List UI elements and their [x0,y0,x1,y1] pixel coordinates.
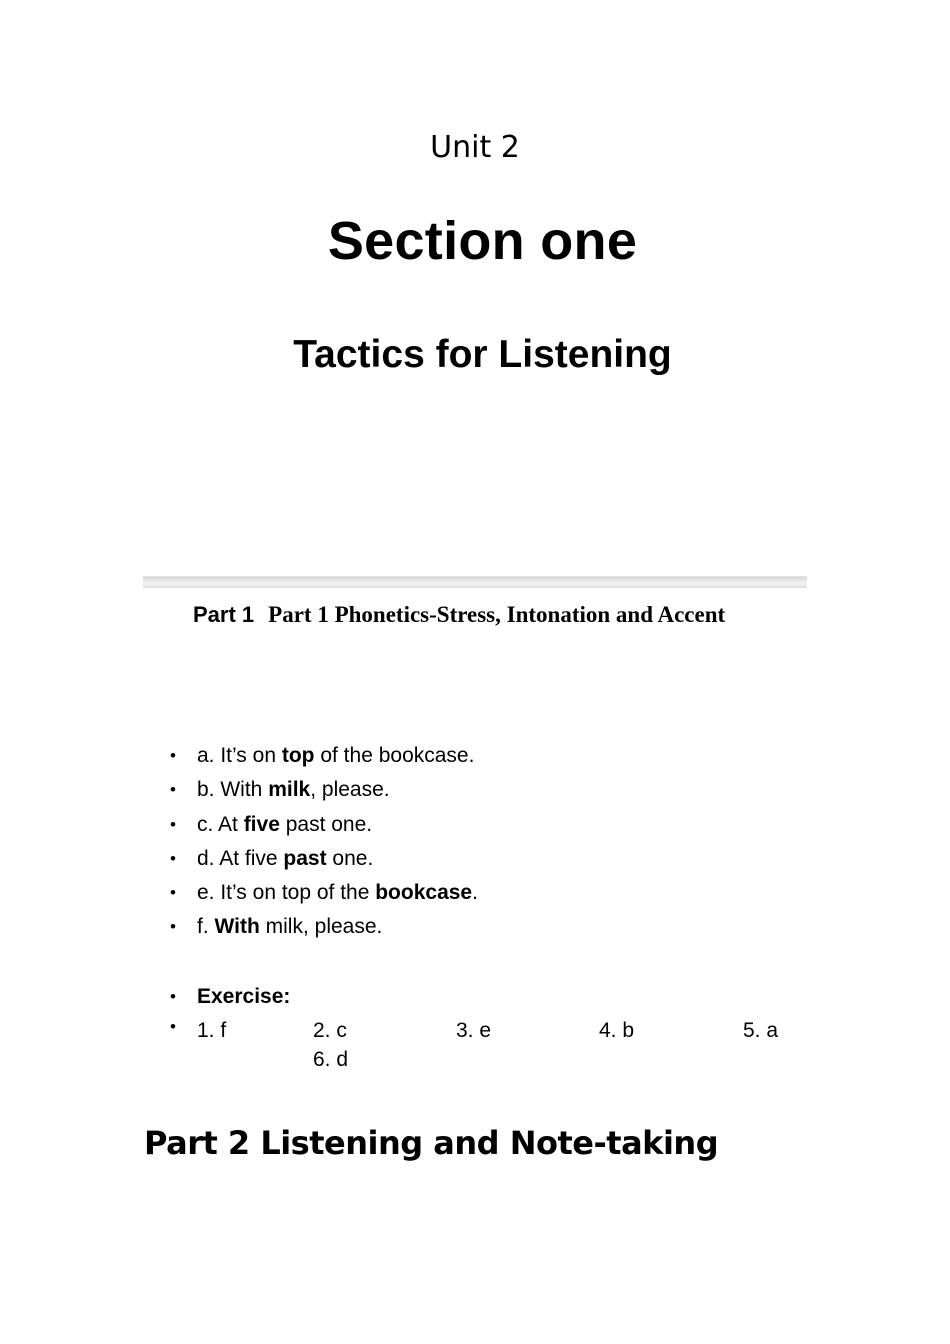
answer-item: 6. d [313,1048,349,1071]
answer-item: 5. a [743,1019,779,1042]
answer-item: 4. b [599,1019,635,1042]
answer-item: 3. e [456,1019,492,1042]
list-item: • d. At five past one. [170,845,478,879]
unit-title: Unit 2 [430,130,520,165]
list-item: • c. At five past one. [170,811,478,845]
list-item: • f. With milk, please. [170,913,478,947]
part1-heading [193,602,725,628]
part1-prefix: Part 1 [193,602,255,627]
exercise-block [170,983,810,1075]
list-item: • a. It’s on top of the bookcase. [170,742,478,776]
answer-item: • 1. f [197,1019,227,1042]
stressed-word: With [214,915,260,939]
stressed-word: five [243,812,280,836]
stressed-word: milk [268,778,311,802]
divider [143,576,807,588]
stressed-word: top [281,744,315,767]
exercise-label: • Exercise: [170,983,810,1011]
list-item: • e. It’s on top of the bookcase. [170,879,478,913]
part1-title: Part 1 Phonetics-Stress, Intonation and Accent [268,602,726,627]
stressed-word: past [283,846,327,870]
answer-item: 2. c [313,1019,347,1042]
sentence-list [170,742,478,948]
subtitle: Tactics for Listening [293,333,672,376]
part2-heading: Part 2 Listening and Note-taking [144,1124,719,1162]
stressed-word: bookcase [375,881,473,905]
section-title: Section one [327,211,638,271]
answer-row [170,1017,810,1075]
list-item: • b. With milk, please. [170,776,478,810]
